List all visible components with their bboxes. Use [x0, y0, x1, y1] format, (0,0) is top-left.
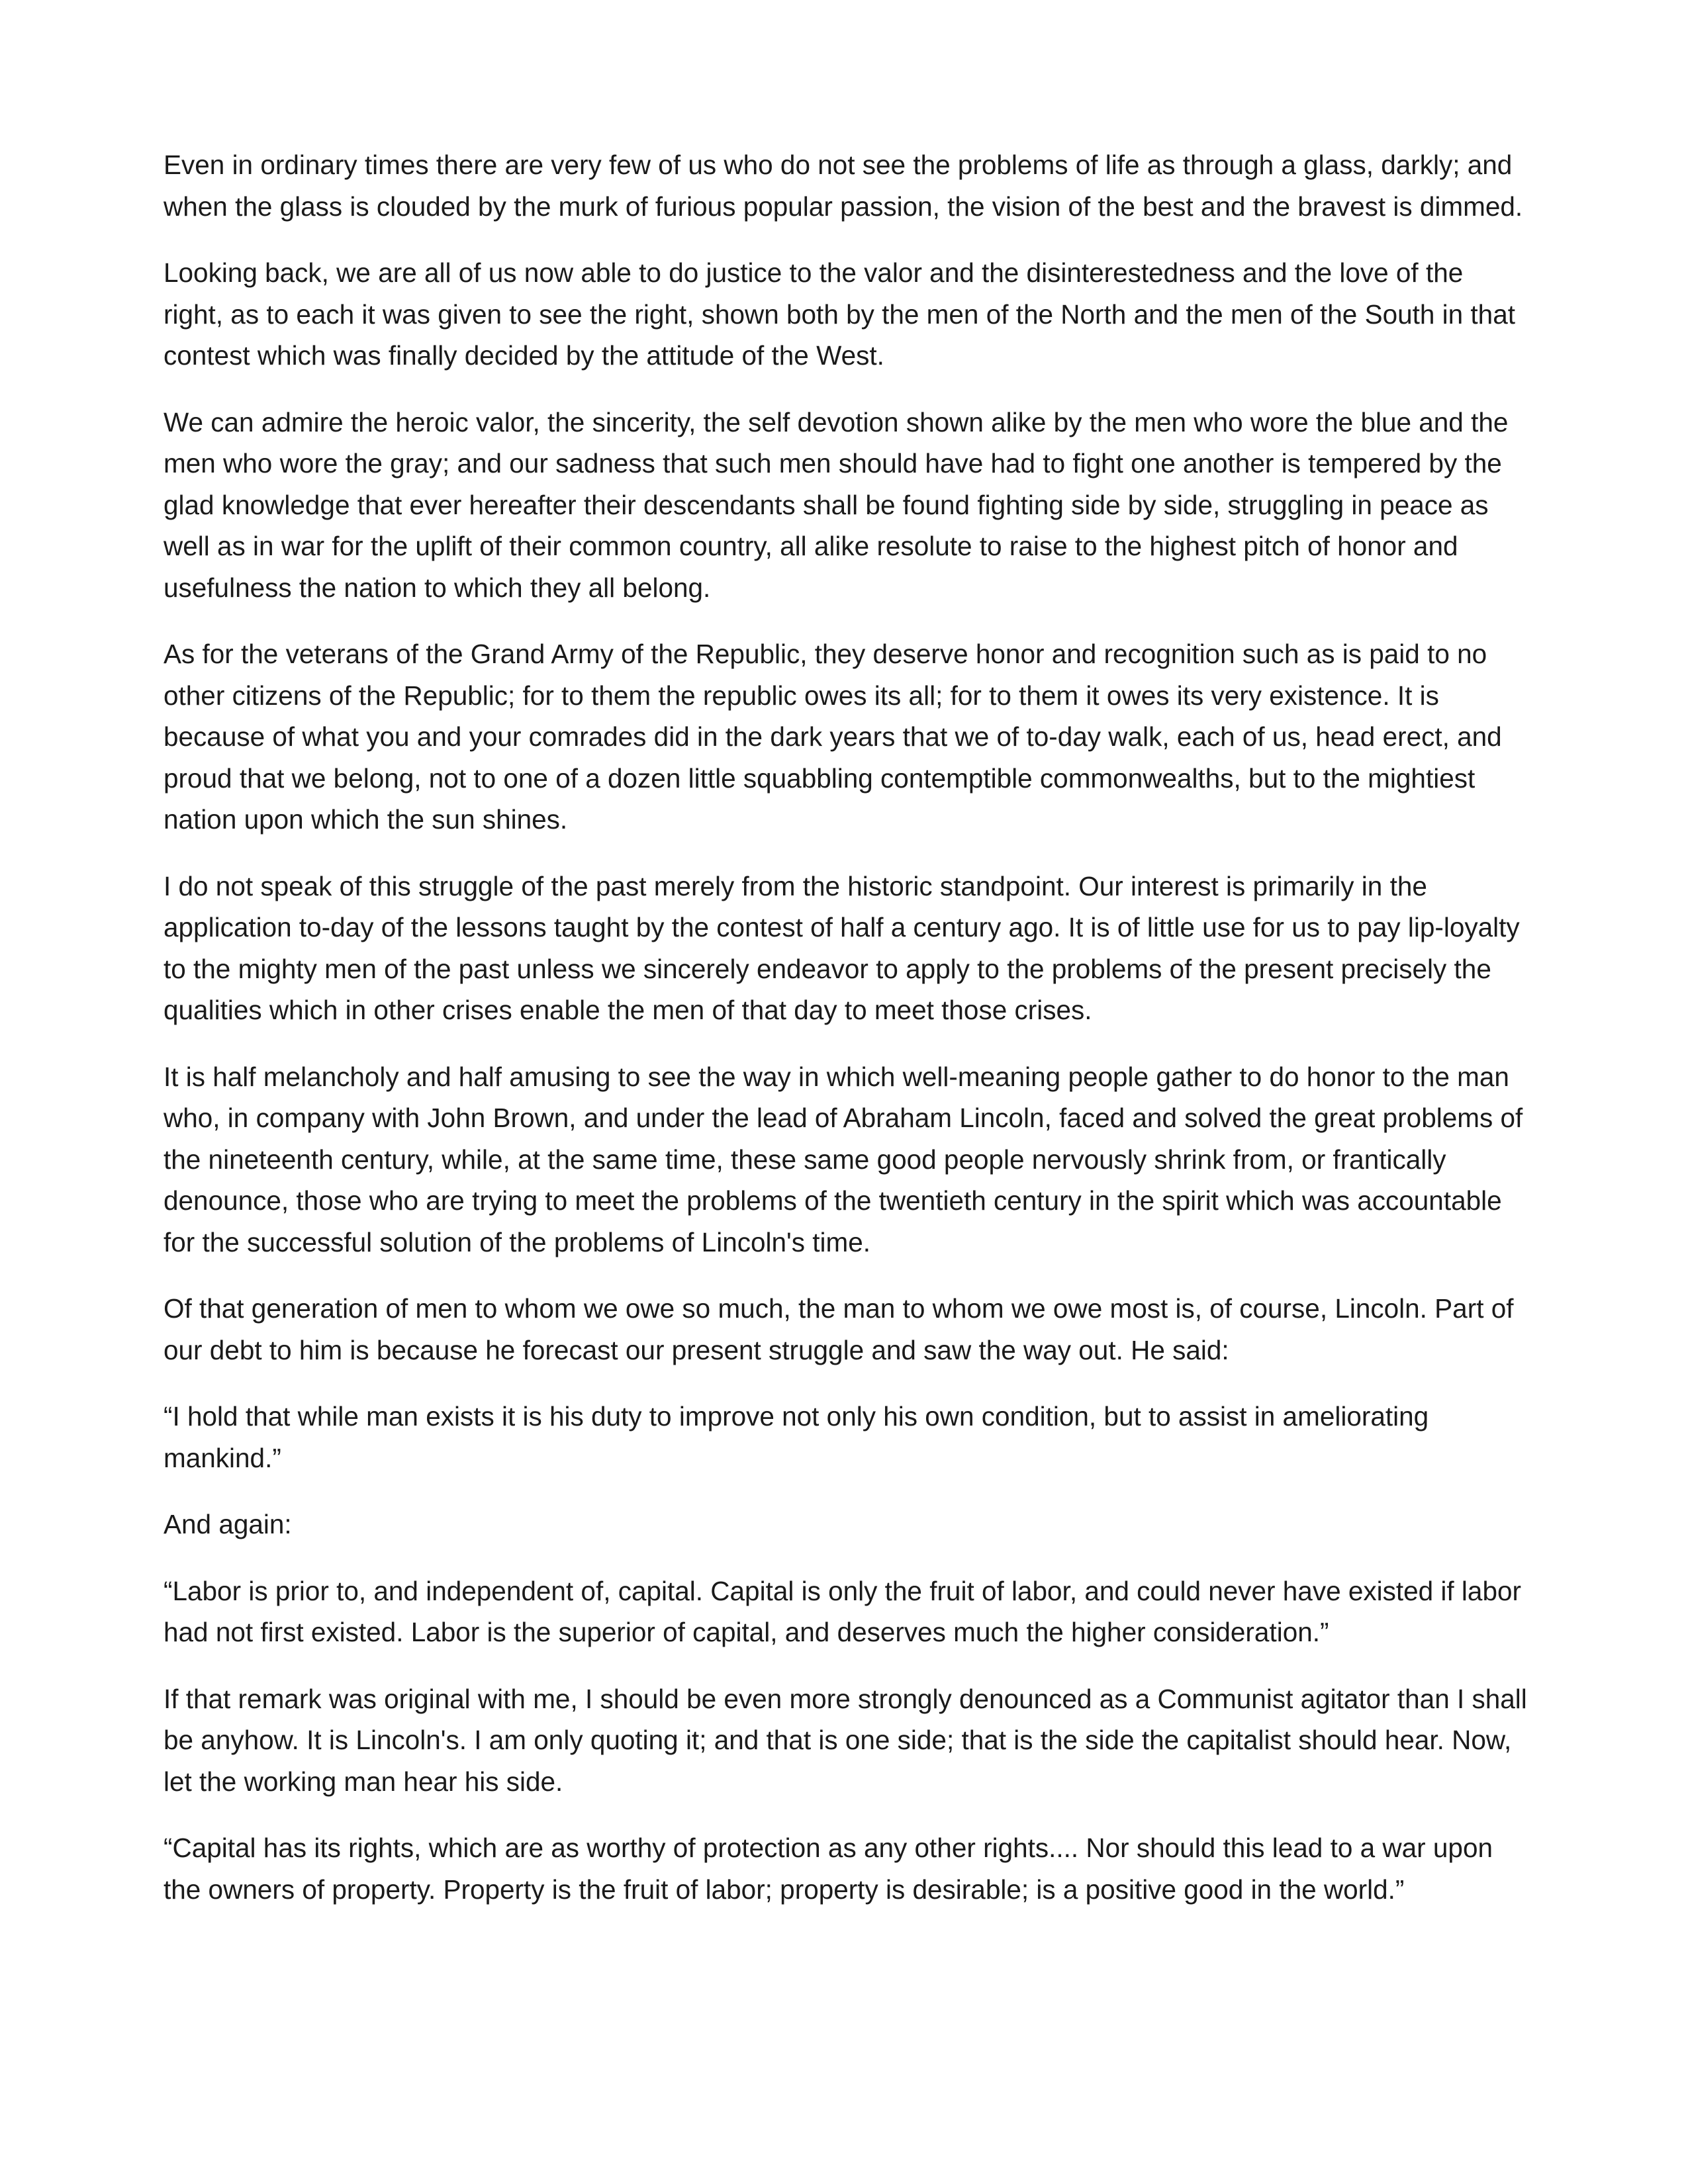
paragraph-1: Even in ordinary times there are very few of us who do not see the problems of life as through a glass, darkly; and when the glass is clouded by the murk of furious popular passion, the vision of the best and the bravest is dimmed.: [164, 150, 1523, 222]
document-body: [164, 144, 1527, 1935]
quote-lincoln-1: “I hold that while man exists it is his duty to improve not only his own condition, but to assist in ameliorating mankind.”: [164, 1401, 1429, 1473]
paragraph-3: We can admire the heroic valor, the sincerity, the self devotion shown alike by the men who wore the blue and the men who wore the gray; and our sadness that such men should have had to fight one another is tempered by the glad knowledge that ever hereafter their descendants shall be found fighting side by side, struggling in peace as well as in war for the uplift of their common country, all alike resolute to raise to the highest pitch of honor and usefulness the nation to which they all belong.: [164, 406, 1509, 603]
quote-lincoln-2: “Labor is prior to, and independent of, capital. Capital is only the fruit of labor, and could never have existed if labor had not first existed. Labor is the superior of capital, and deserves much the higher consideration.”: [164, 1575, 1521, 1647]
quote-lincoln-3: “Capital has its rights, which are as worthy of protection as any other rights.... Nor should this lead to a war upon the owners of property. Property is the fruit of labor; property is desirable; is a positive good in the world.”: [164, 1833, 1493, 1905]
paragraph-2: Looking back, we are all of us now able to do justice to the valor and the disinterestedness and the love of the right, as to each it was given to see the right, shown both by the men of the North and the men of the South in that contest which was finally decided by the attitude of the West.: [164, 257, 1515, 371]
paragraph-7: Of that generation of men to whom we owe so much, the man to whom we owe most is, of course, Lincoln. Part of our debt to him is because he forecast our present struggle and saw the way out. He said:: [164, 1293, 1514, 1365]
paragraph-5: I do not speak of this struggle of the past merely from the historic standpoint. Our interest is primarily in the application to-day of the lessons taught by the contest of half a century ago. It is of little use for us to pay lip-loyalty to the mighty men of the past unless we sincerely endeavor to apply to the problems of the present precisely the qualities which in other crises enable the men of that day to meet those crises.: [164, 870, 1520, 1025]
paragraph-6: It is half melancholy and half amusing to see the way in which well-meaning people gather to do honor to the man who, in company with John Brown, and under the lead of Abraham Lincoln, faced and solved the great problems of the nineteenth century, while, at the same time, these same good people nervously shrink from, or frantically denounce, those who are trying to meet the problems of the twentieth century in the spirit which was accountable for the successful solution of the problems of Lincoln's time.: [164, 1061, 1523, 1257]
paragraph-and-again: And again:: [164, 1509, 292, 1539]
paragraph-8: If that remark was original with me, I should be even more strongly denounced as a Communist agitator than I shall be anyhow. It is Lincoln's. I am only quoting it; and that is one side; that is the side the capitalist should hear. Now, let the working man hear his side.: [164, 1683, 1527, 1797]
paragraph-4: As for the veterans of the Grand Army of the Republic, they deserve honor and recognition such as is paid to no other citizens of the Republic; for to them the republic owes its all; for to them it owes its very existence. It is because of what you and your comrades did in the dark years that we of to-day walk, each of us, head erect, and proud that we belong, not to one of a dozen little squabbling contemptible commonwealths, but to the mightiest nation upon which the sun shines.: [164, 639, 1502, 835]
